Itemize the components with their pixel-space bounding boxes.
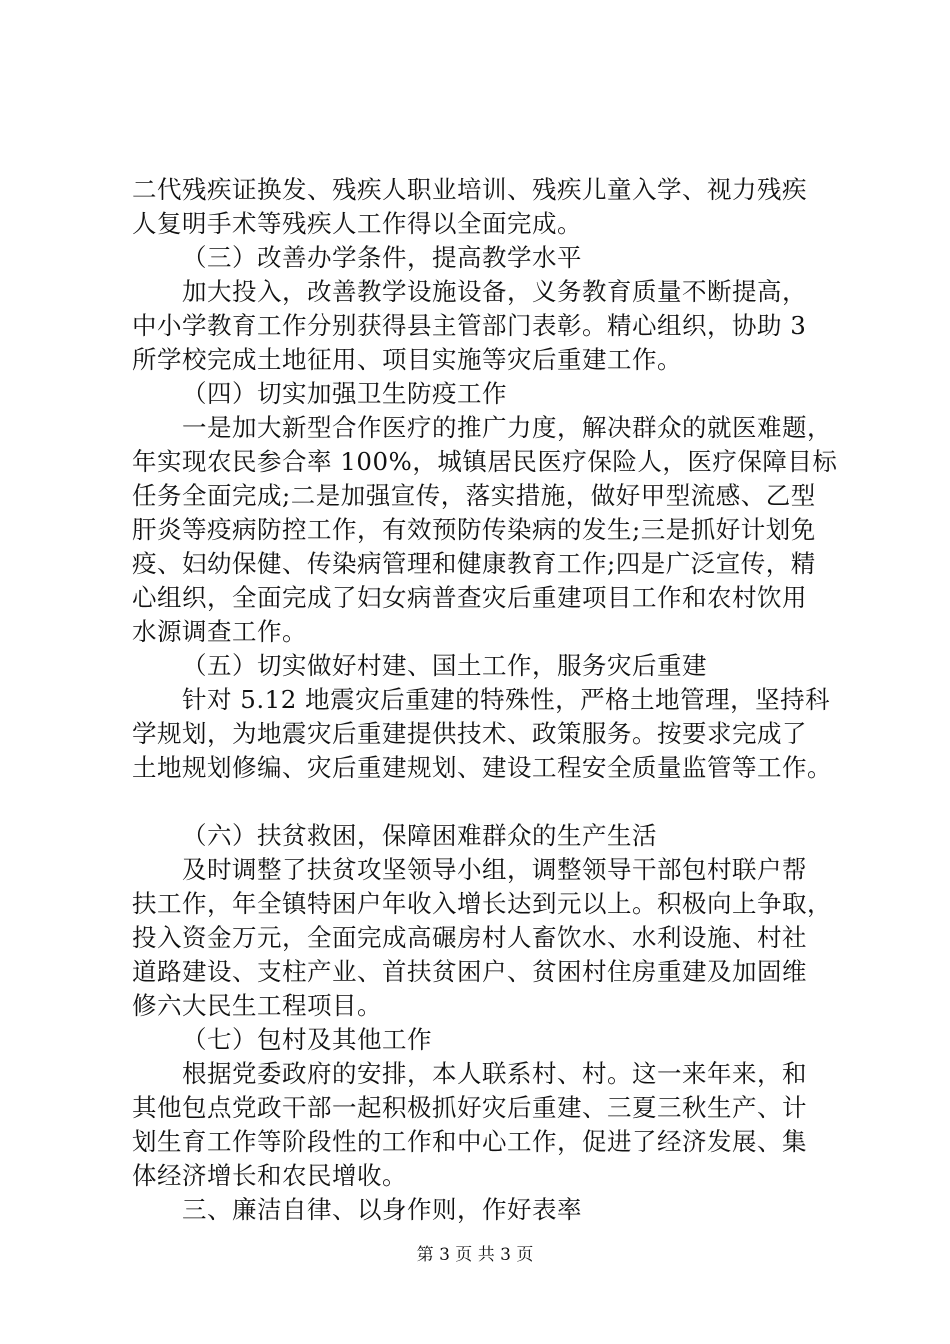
text-line: 修六大民生工程项目。: [132, 991, 382, 1020]
text-line: 水源调查工作。: [132, 617, 307, 646]
text-line: 心组织，全面完成了妇女病普查灾后重建项目工作和农村饮用: [132, 583, 807, 612]
section-heading: 三、廉洁自律、以身作则，作好表率: [182, 1195, 582, 1224]
page-footer: 第 3 页 共 3 页: [416, 1245, 534, 1265]
text-line: 其他包点党政干部一起积极抓好灾后重建、三夏三秋生产、计: [132, 1093, 807, 1122]
text-line: 中小学教育工作分别获得县主管部门表彰。精心组织，协助 3: [132, 311, 807, 340]
text-line: 肝炎等疫病防控工作，有效预防传染病的发生;三是抓好计划免: [132, 515, 816, 544]
section-heading: （四）切实加强卫生防疫工作: [182, 379, 507, 408]
section-heading: （六）扶贫救困，保障困难群众的生产生活: [182, 821, 657, 850]
text-line: 划生育工作等阶段性的工作和中心工作，促进了经济发展、集: [132, 1127, 807, 1156]
text-line: 加大投入，改善教学设施设备，义务教育质量不断提高，: [182, 277, 807, 306]
text-line: 学规划，为地震灾后重建提供技术、政策服务。按要求完成了: [132, 719, 807, 748]
section-heading: （三）改善办学条件，提高教学水平: [182, 243, 582, 272]
section-heading: （五）切实做好村建、国土工作，服务灾后重建: [182, 651, 707, 680]
text-line: 投入资金万元，全面完成高碾房村人畜饮水、水利设施、村社: [132, 923, 807, 952]
text-line: 任务全面完成;二是加强宣传，落实措施，做好甲型流感、乙型: [132, 481, 816, 510]
text-line: 年实现农民参合率 100%，城镇居民医疗保险人，医疗保障目标: [132, 447, 838, 476]
text-line: 土地规划修编、灾后重建规划、建设工程安全质量监管等工作。: [132, 753, 832, 782]
text-line: 扶工作，年全镇特困户年收入增长达到元以上。积极向上争取，: [132, 889, 832, 918]
text-line: 一是加大新型合作医疗的推广力度，解决群众的就医难题，: [182, 413, 832, 442]
section-heading: （七）包村及其他工作: [182, 1025, 432, 1054]
text-line: 针对 5.12 地震灾后重建的特殊性，严格土地管理，坚持科: [182, 685, 831, 714]
text-line: 根据党委政府的安排，本人联系村、村。这一来年来，和: [182, 1059, 807, 1088]
text-line: 道路建设、支柱产业、首扶贫困户、贫困村住房重建及加固维: [132, 957, 807, 986]
text-line: 及时调整了扶贫攻坚领导小组，调整领导干部包村联户帮: [182, 855, 807, 884]
text-line: 二代残疾证换发、残疾人职业培训、残疾儿童入学、视力残疾: [132, 175, 807, 204]
text-line: 人复明手术等残疾人工作得以全面完成。: [132, 209, 582, 238]
text-line: 体经济增长和农民增收。: [132, 1161, 407, 1190]
text-line: 疫、妇幼保健、传染病管理和健康教育工作;四是广泛宣传，精: [132, 549, 816, 578]
text-line: 所学校完成土地征用、项目实施等灾后重建工作。: [132, 345, 682, 374]
